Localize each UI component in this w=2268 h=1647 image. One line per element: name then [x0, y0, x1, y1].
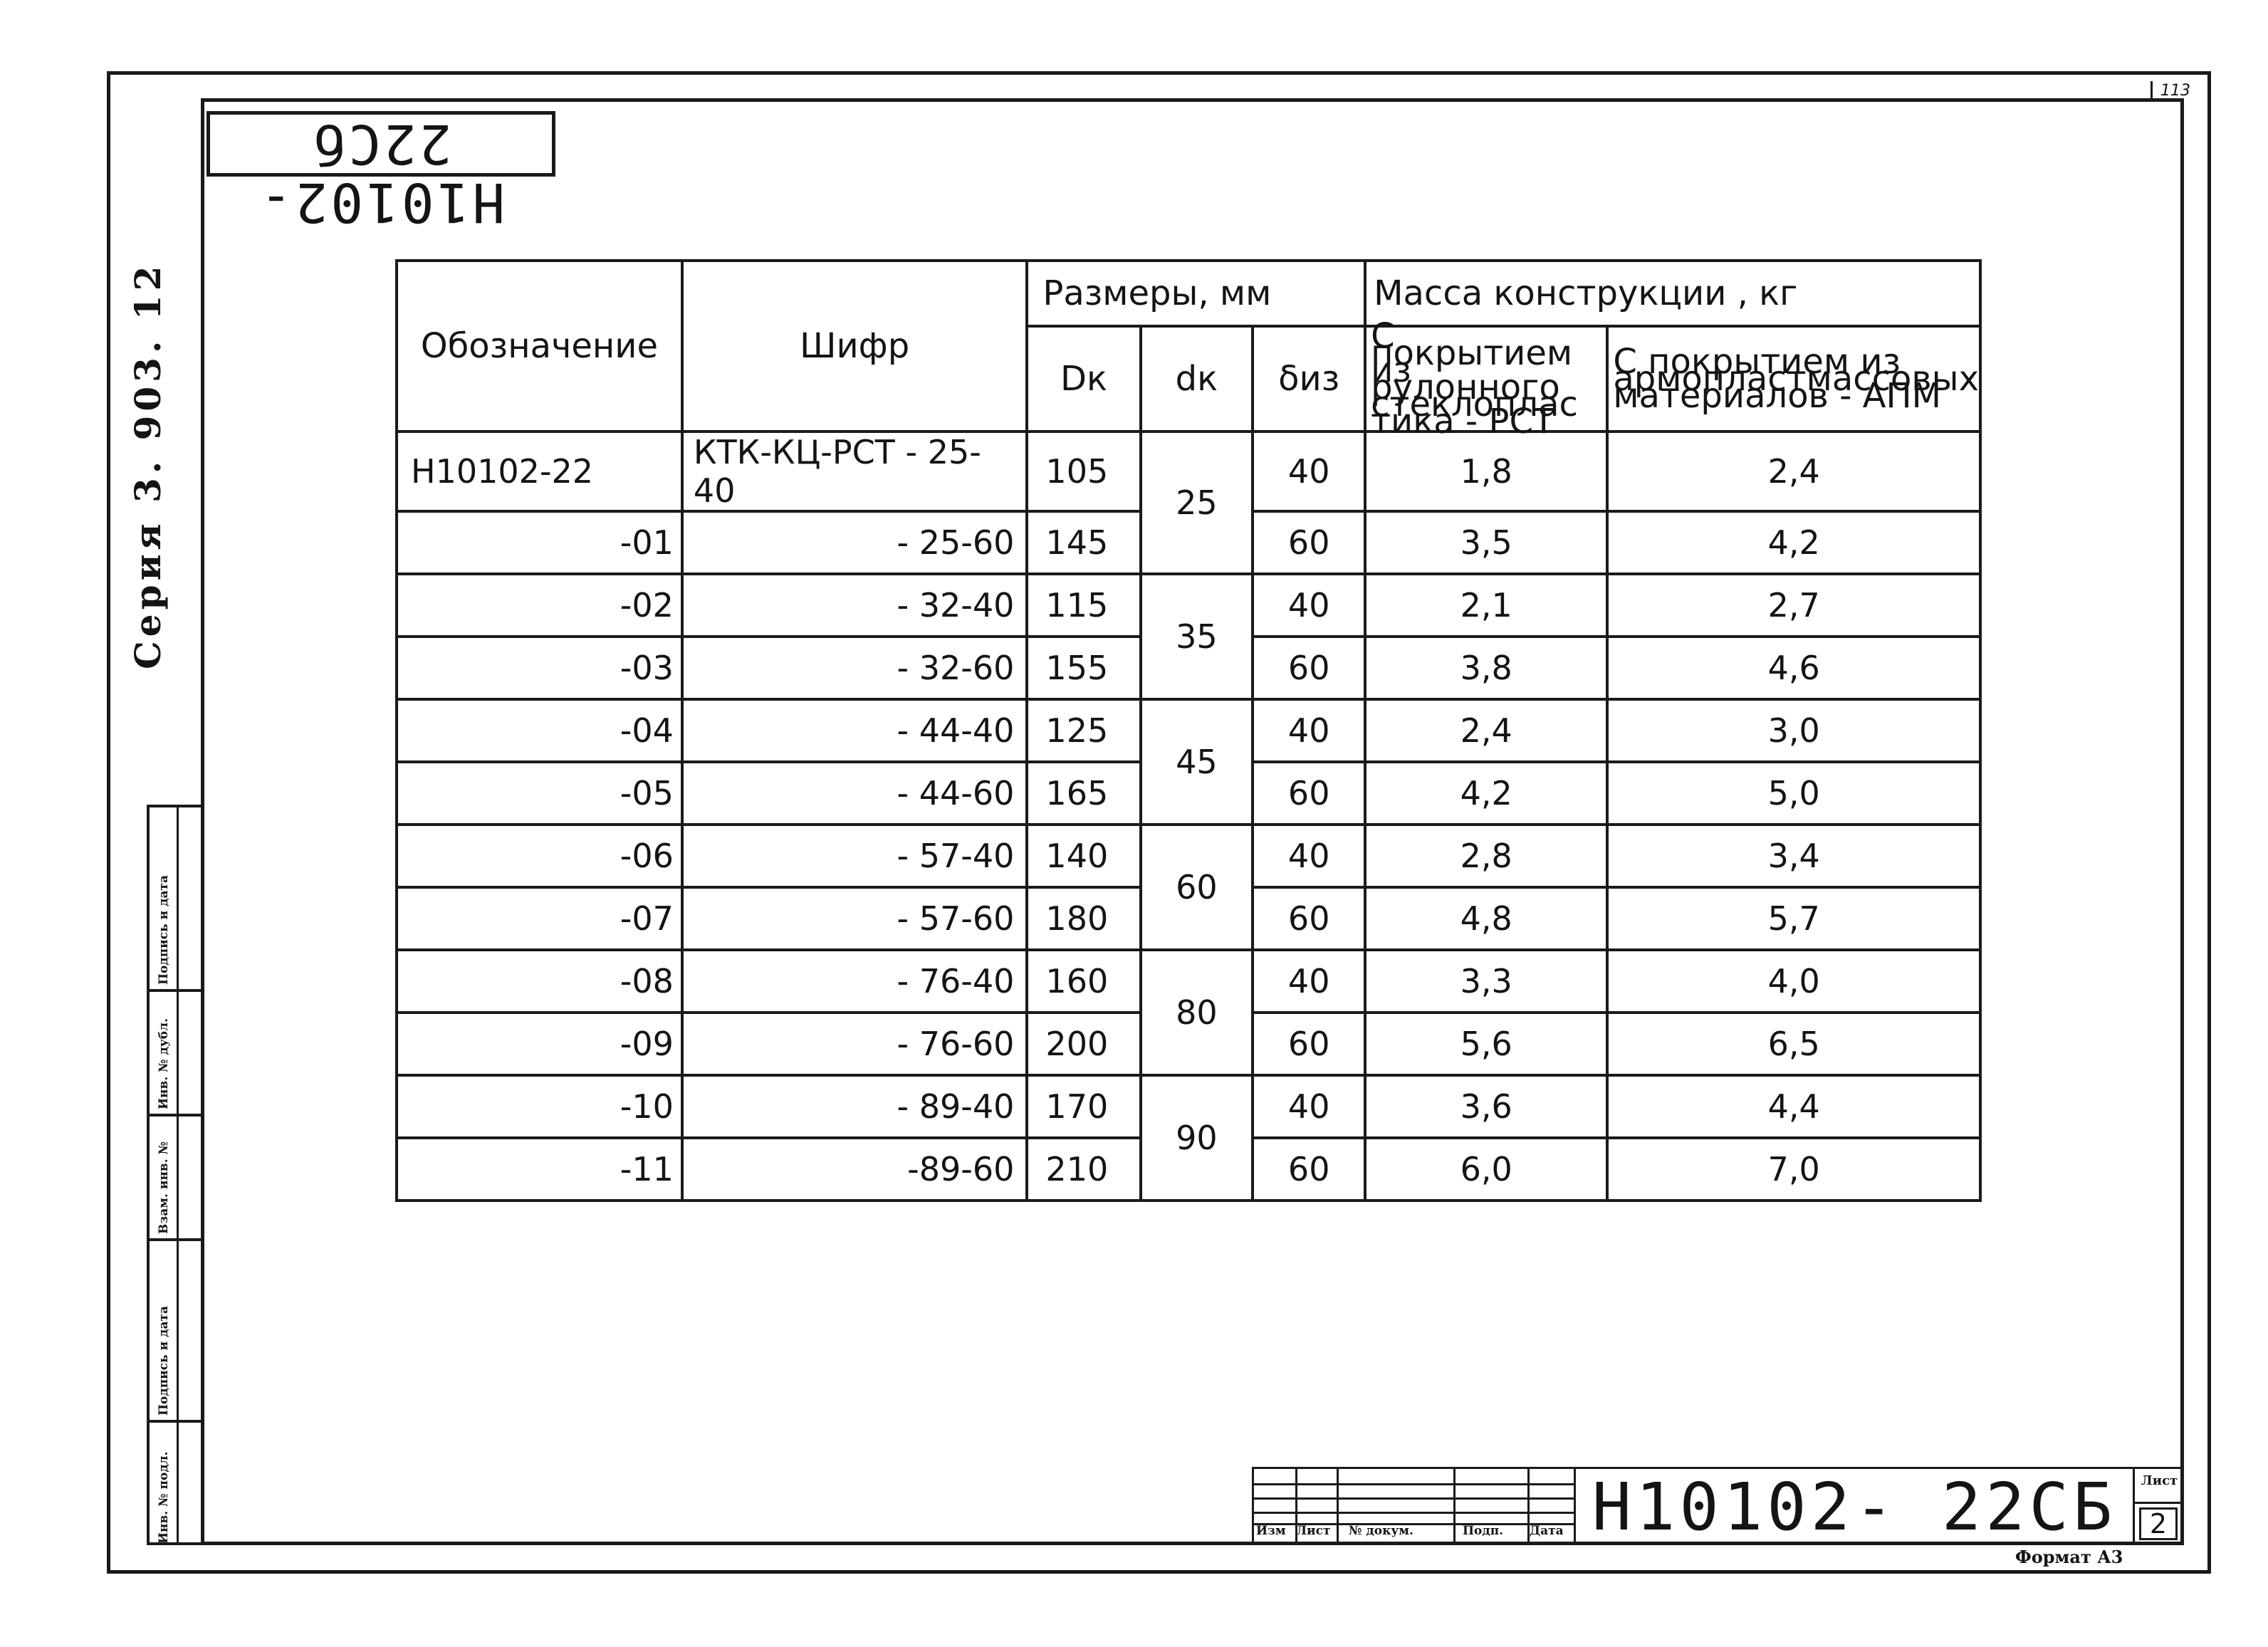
cell-apm: 6,5 [1607, 1013, 1980, 1075]
header-mass-rst: С покрытием из рулонного стеклоплас тика - РСТ [1365, 326, 1607, 432]
cell-designation: -10 [397, 1075, 682, 1138]
cell-apm: 4,4 [1607, 1075, 1980, 1138]
cell-designation: -03 [397, 637, 682, 699]
cell-Dk: 210 [1027, 1138, 1140, 1201]
mirrored-doc-stamp [207, 111, 555, 234]
cell-Dk: 140 [1027, 825, 1140, 887]
cell-rst: 5,6 [1365, 1013, 1607, 1075]
header-dk: dк [1141, 326, 1253, 432]
title-block-label-list: Лист [1296, 1524, 1331, 1538]
grid-line [1254, 1483, 1574, 1485]
cell-rst: 4,2 [1365, 762, 1607, 825]
cell-apm: 2,7 [1607, 574, 1980, 637]
cell-cipher: -89-60 [682, 1138, 1028, 1201]
side-cell-label: Подпись и дата [157, 1305, 171, 1416]
title-block [1252, 1467, 2184, 1545]
cell-designation: -02 [397, 574, 682, 637]
cell-delta: 40 [1253, 432, 1365, 511]
cell-cipher: - 32-60 [682, 637, 1028, 699]
cell-designation: -09 [397, 1013, 682, 1075]
table-row [397, 432, 1980, 511]
cell-apm: 5,0 [1607, 762, 1980, 825]
cell-delta: 40 [1253, 699, 1365, 762]
cell-designation: -06 [397, 825, 682, 887]
cell-designation: -08 [397, 950, 682, 1013]
cell-rst: 1,8 [1365, 432, 1607, 511]
cell-Dk: 160 [1027, 950, 1140, 1013]
header-designation: Обозначение [397, 261, 682, 432]
cell-designation: -07 [397, 887, 682, 950]
series-label: Серия 3. 903. 12 [127, 261, 169, 669]
page-number: 113 [2151, 81, 2198, 101]
spec-table [395, 259, 1982, 1202]
grid-line [1254, 1512, 1574, 1514]
cell-cipher: КТК-КЦ-РСТ - 25-40 [682, 432, 1028, 511]
cell-apm: 2,4 [1607, 432, 1980, 511]
cell-designation: -11 [397, 1138, 682, 1201]
cell-rst: 3,5 [1365, 511, 1607, 574]
side-cell-replace-no [150, 1114, 201, 1238]
cell-Dk: 155 [1027, 637, 1140, 699]
cell-delta: 60 [1253, 762, 1365, 825]
cell-delta: 40 [1253, 950, 1365, 1013]
cell-apm: 5,7 [1607, 887, 1980, 950]
cell-apm: 7,0 [1607, 1138, 1980, 1201]
cell-cipher: - 25-60 [682, 511, 1028, 574]
cell-Dk: 115 [1027, 574, 1140, 637]
cell-apm: 4,2 [1607, 511, 1980, 574]
cell-rst: 2,4 [1365, 699, 1607, 762]
title-block-doc-code: Н10102- 22СБ [1576, 1467, 2135, 1545]
side-approval-strip [147, 805, 204, 1545]
title-block-label-izm: Изм [1256, 1524, 1286, 1538]
side-cell-label: Подпись и дата [157, 874, 171, 985]
side-cell-label: Инв. № подл. [157, 1451, 171, 1544]
header-mass: Масса конструкции , кг [1365, 261, 1980, 326]
cell-Dk: 200 [1027, 1013, 1140, 1075]
header-Dk: Dк [1027, 326, 1140, 432]
cell-apm: 4,6 [1607, 637, 1980, 699]
cell-rst: 2,1 [1365, 574, 1607, 637]
mirrored-doc-stamp-text: Н10102-22Сб [256, 113, 506, 234]
cell-apm: 3,4 [1607, 825, 1980, 887]
side-cell-signature-date [150, 1238, 201, 1420]
cell-Dk: 145 [1027, 511, 1140, 574]
cell-apm: 4,0 [1607, 950, 1980, 1013]
cell-rst: 3,6 [1365, 1075, 1607, 1138]
cell-rst: 2,8 [1365, 825, 1607, 887]
sheet-separator [2135, 1502, 2184, 1504]
title-block-sheet [2135, 1467, 2184, 1545]
grid-line [1254, 1497, 1574, 1500]
side-cell-signature-date-2 [150, 807, 201, 989]
cell-Dk: 105 [1027, 432, 1140, 511]
cell-rst: 3,8 [1365, 637, 1607, 699]
cell-cipher: - 76-40 [682, 950, 1028, 1013]
title-block-label-date: Дата [1530, 1524, 1564, 1538]
cell-cipher: - 76-60 [682, 1013, 1028, 1075]
cell-delta: 40 [1253, 1075, 1365, 1138]
grid-line [1453, 1469, 1456, 1543]
cell-rst: 3,3 [1365, 950, 1607, 1013]
table-row [397, 699, 1980, 762]
cell-Dk: 165 [1027, 762, 1140, 825]
cell-Dk: 170 [1027, 1075, 1140, 1138]
cell-rst: 6,0 [1365, 1138, 1607, 1201]
cell-delta: 40 [1253, 825, 1365, 887]
cell-delta: 60 [1253, 887, 1365, 950]
cell-delta: 60 [1253, 637, 1365, 699]
side-cell-label: Инв. № дубл. [157, 1018, 171, 1109]
format-label: Формат А3 [2015, 1547, 2123, 1567]
cell-delta: 60 [1253, 1138, 1365, 1201]
cell-cipher: - 44-40 [682, 699, 1028, 762]
grid-line [1337, 1469, 1339, 1543]
cell-dk: 35 [1141, 574, 1253, 699]
sheet-number: 2 [2139, 1507, 2178, 1540]
cell-cipher: - 57-60 [682, 887, 1028, 950]
cell-Dk: 125 [1027, 699, 1140, 762]
header-mass-apm: С покрытием из армопластмассовых материалов - АПМ [1607, 326, 1980, 432]
cell-dk: 45 [1141, 699, 1253, 825]
cell-delta: 60 [1253, 511, 1365, 574]
title-block-label-signature: Подп. [1463, 1524, 1504, 1538]
sheet-label: Лист [2141, 1473, 2178, 1488]
side-cell-original-no [150, 1420, 201, 1548]
table-row [397, 950, 1980, 1013]
cell-designation: -05 [397, 762, 682, 825]
header-cipher: Шифр [682, 261, 1028, 432]
cell-dk: 60 [1141, 825, 1253, 950]
table-row [397, 574, 1980, 637]
header-dimensions: Размеры, мм [1027, 261, 1365, 326]
cell-dk: 80 [1141, 950, 1253, 1075]
cell-delta: 60 [1253, 1013, 1365, 1075]
cell-apm: 3,0 [1607, 699, 1980, 762]
table-row [397, 1075, 1980, 1138]
cell-rst: 4,8 [1365, 887, 1607, 950]
table-row [397, 825, 1980, 887]
title-block-label-doc-no: № докум. [1349, 1524, 1413, 1538]
cell-Dk: 180 [1027, 887, 1140, 950]
cell-designation: Н10102-22 [397, 432, 682, 511]
header-delta: δиз [1253, 326, 1365, 432]
cell-cipher: - 44-60 [682, 762, 1028, 825]
cell-cipher: - 57-40 [682, 825, 1028, 887]
cell-delta: 40 [1253, 574, 1365, 637]
cell-dk: 90 [1141, 1075, 1253, 1201]
cell-designation: -04 [397, 699, 682, 762]
side-cell-label: Взам. инв. № [157, 1141, 171, 1234]
cell-designation: -01 [397, 511, 682, 574]
side-cell-duplicate-no [150, 989, 201, 1114]
cell-dk: 25 [1141, 432, 1253, 574]
cell-cipher: - 32-40 [682, 574, 1028, 637]
cell-cipher: - 89-40 [682, 1075, 1028, 1138]
